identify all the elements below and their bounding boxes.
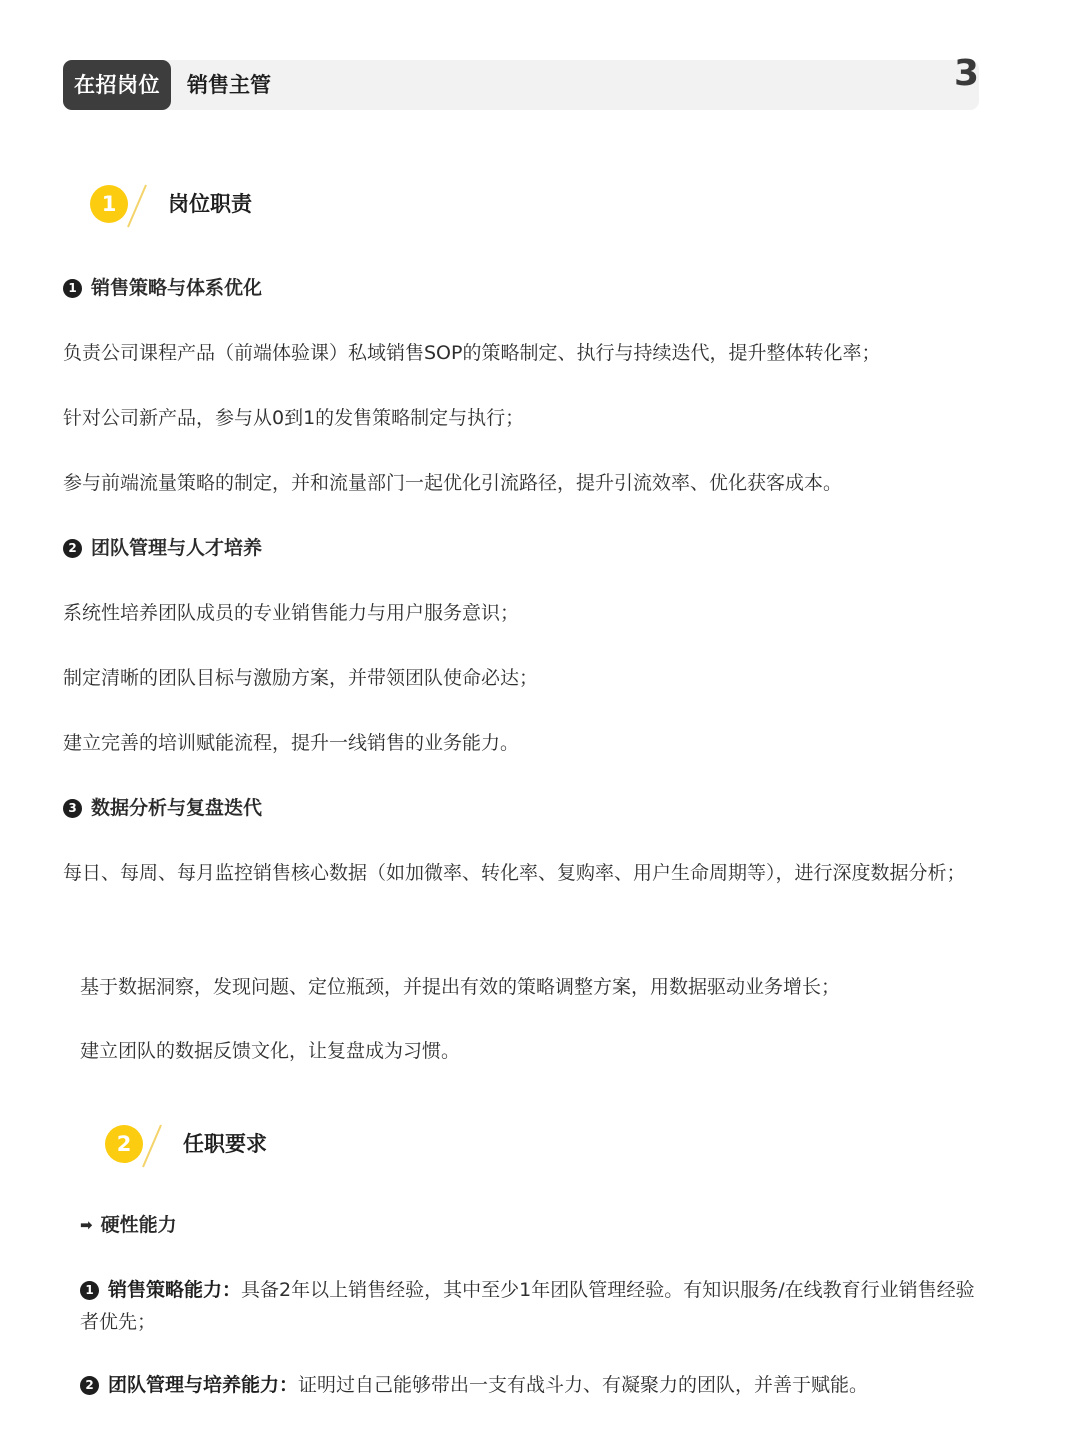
subheading-data-analysis: [63, 793, 262, 823]
section-title: 岗位职责: [168, 192, 252, 216]
duty-item: 每日、每周、每月监控销售核心数据（如加微率、转化率、复购率、用户生命周期等），进行深度数据分析；: [63, 862, 966, 884]
job-title: 销售主管: [187, 73, 271, 97]
slash-decoration-icon: [126, 183, 148, 229]
subheading-sales-strategy: [63, 273, 262, 303]
duty-item: 系统性培养团队成员的专业销售能力与用户服务意识；: [63, 602, 520, 624]
subheading-text: 团队管理与人才培养: [91, 537, 263, 559]
number-marker-icon: 2: [63, 539, 82, 558]
duty-item: 建立团队的数据反馈文化，让复盘成为习惯。: [80, 1040, 461, 1062]
subheading-text: 销售策略与体系优化: [91, 277, 263, 299]
subheading-team-management: [63, 533, 262, 563]
position-header-bar: [63, 60, 979, 110]
page-number: 3: [954, 53, 980, 94]
duty-item: 参与前端流量策略的制定，并和流量部门一起优化引流路径，提升引流效率、优化获客成本。: [63, 472, 843, 494]
subheading-text: 数据分析与复盘迭代: [91, 797, 263, 819]
number-marker-icon: 2: [80, 1376, 99, 1395]
duty-item: 负责公司课程产品（前端体验课）私域销售SOP的策略制定、执行与持续迭代，提升整体转化率；: [63, 342, 881, 364]
subheading-hard-skills: [80, 1210, 177, 1240]
duty-item: 制定清晰的团队目标与激励方案，并带领团队使命必达；: [63, 667, 539, 689]
duty-item: 建立完善的培训赋能流程，提升一线销售的业务能力。: [63, 732, 520, 754]
number-marker-icon: 1: [63, 279, 82, 298]
duty-item: 基于数据洞察，发现问题、定位瓶颈，并提出有效的策略调整方案，用数据驱动业务增长；: [80, 976, 841, 998]
requirement-text: 证明过自己能够带出一支有战斗力、有凝聚力的团队，并善于赋能。: [298, 1374, 869, 1396]
section-heading-duties: [90, 175, 390, 235]
section-title: 任职要求: [183, 1132, 267, 1156]
section-number-badge: 2: [105, 1125, 143, 1163]
requirement-text: 具备2年以上销售经验，其中至少1年团队管理经验。有知识服务/在线教育行业销售经验者优先；: [80, 1279, 975, 1333]
requirement-label: 销售策略能力：: [108, 1279, 242, 1301]
section-heading-requirements: [105, 1115, 405, 1175]
duty-item: 针对公司新产品，参与从0到1的发售策略制定与执行；: [63, 407, 525, 429]
header-tag: 在招岗位: [63, 60, 171, 110]
requirement-label: 团队管理与培养能力：: [108, 1374, 299, 1396]
requirement-item: [80, 1369, 868, 1401]
number-marker-icon: 3: [63, 799, 82, 818]
slash-decoration-icon: [141, 1123, 163, 1169]
subheading-text: 硬性能力: [100, 1214, 177, 1236]
requirement-item: [80, 1274, 985, 1338]
number-marker-icon: 1: [80, 1281, 99, 1300]
section-number-badge: 1: [90, 185, 128, 223]
arrow-right-icon: ➡: [80, 1216, 93, 1234]
